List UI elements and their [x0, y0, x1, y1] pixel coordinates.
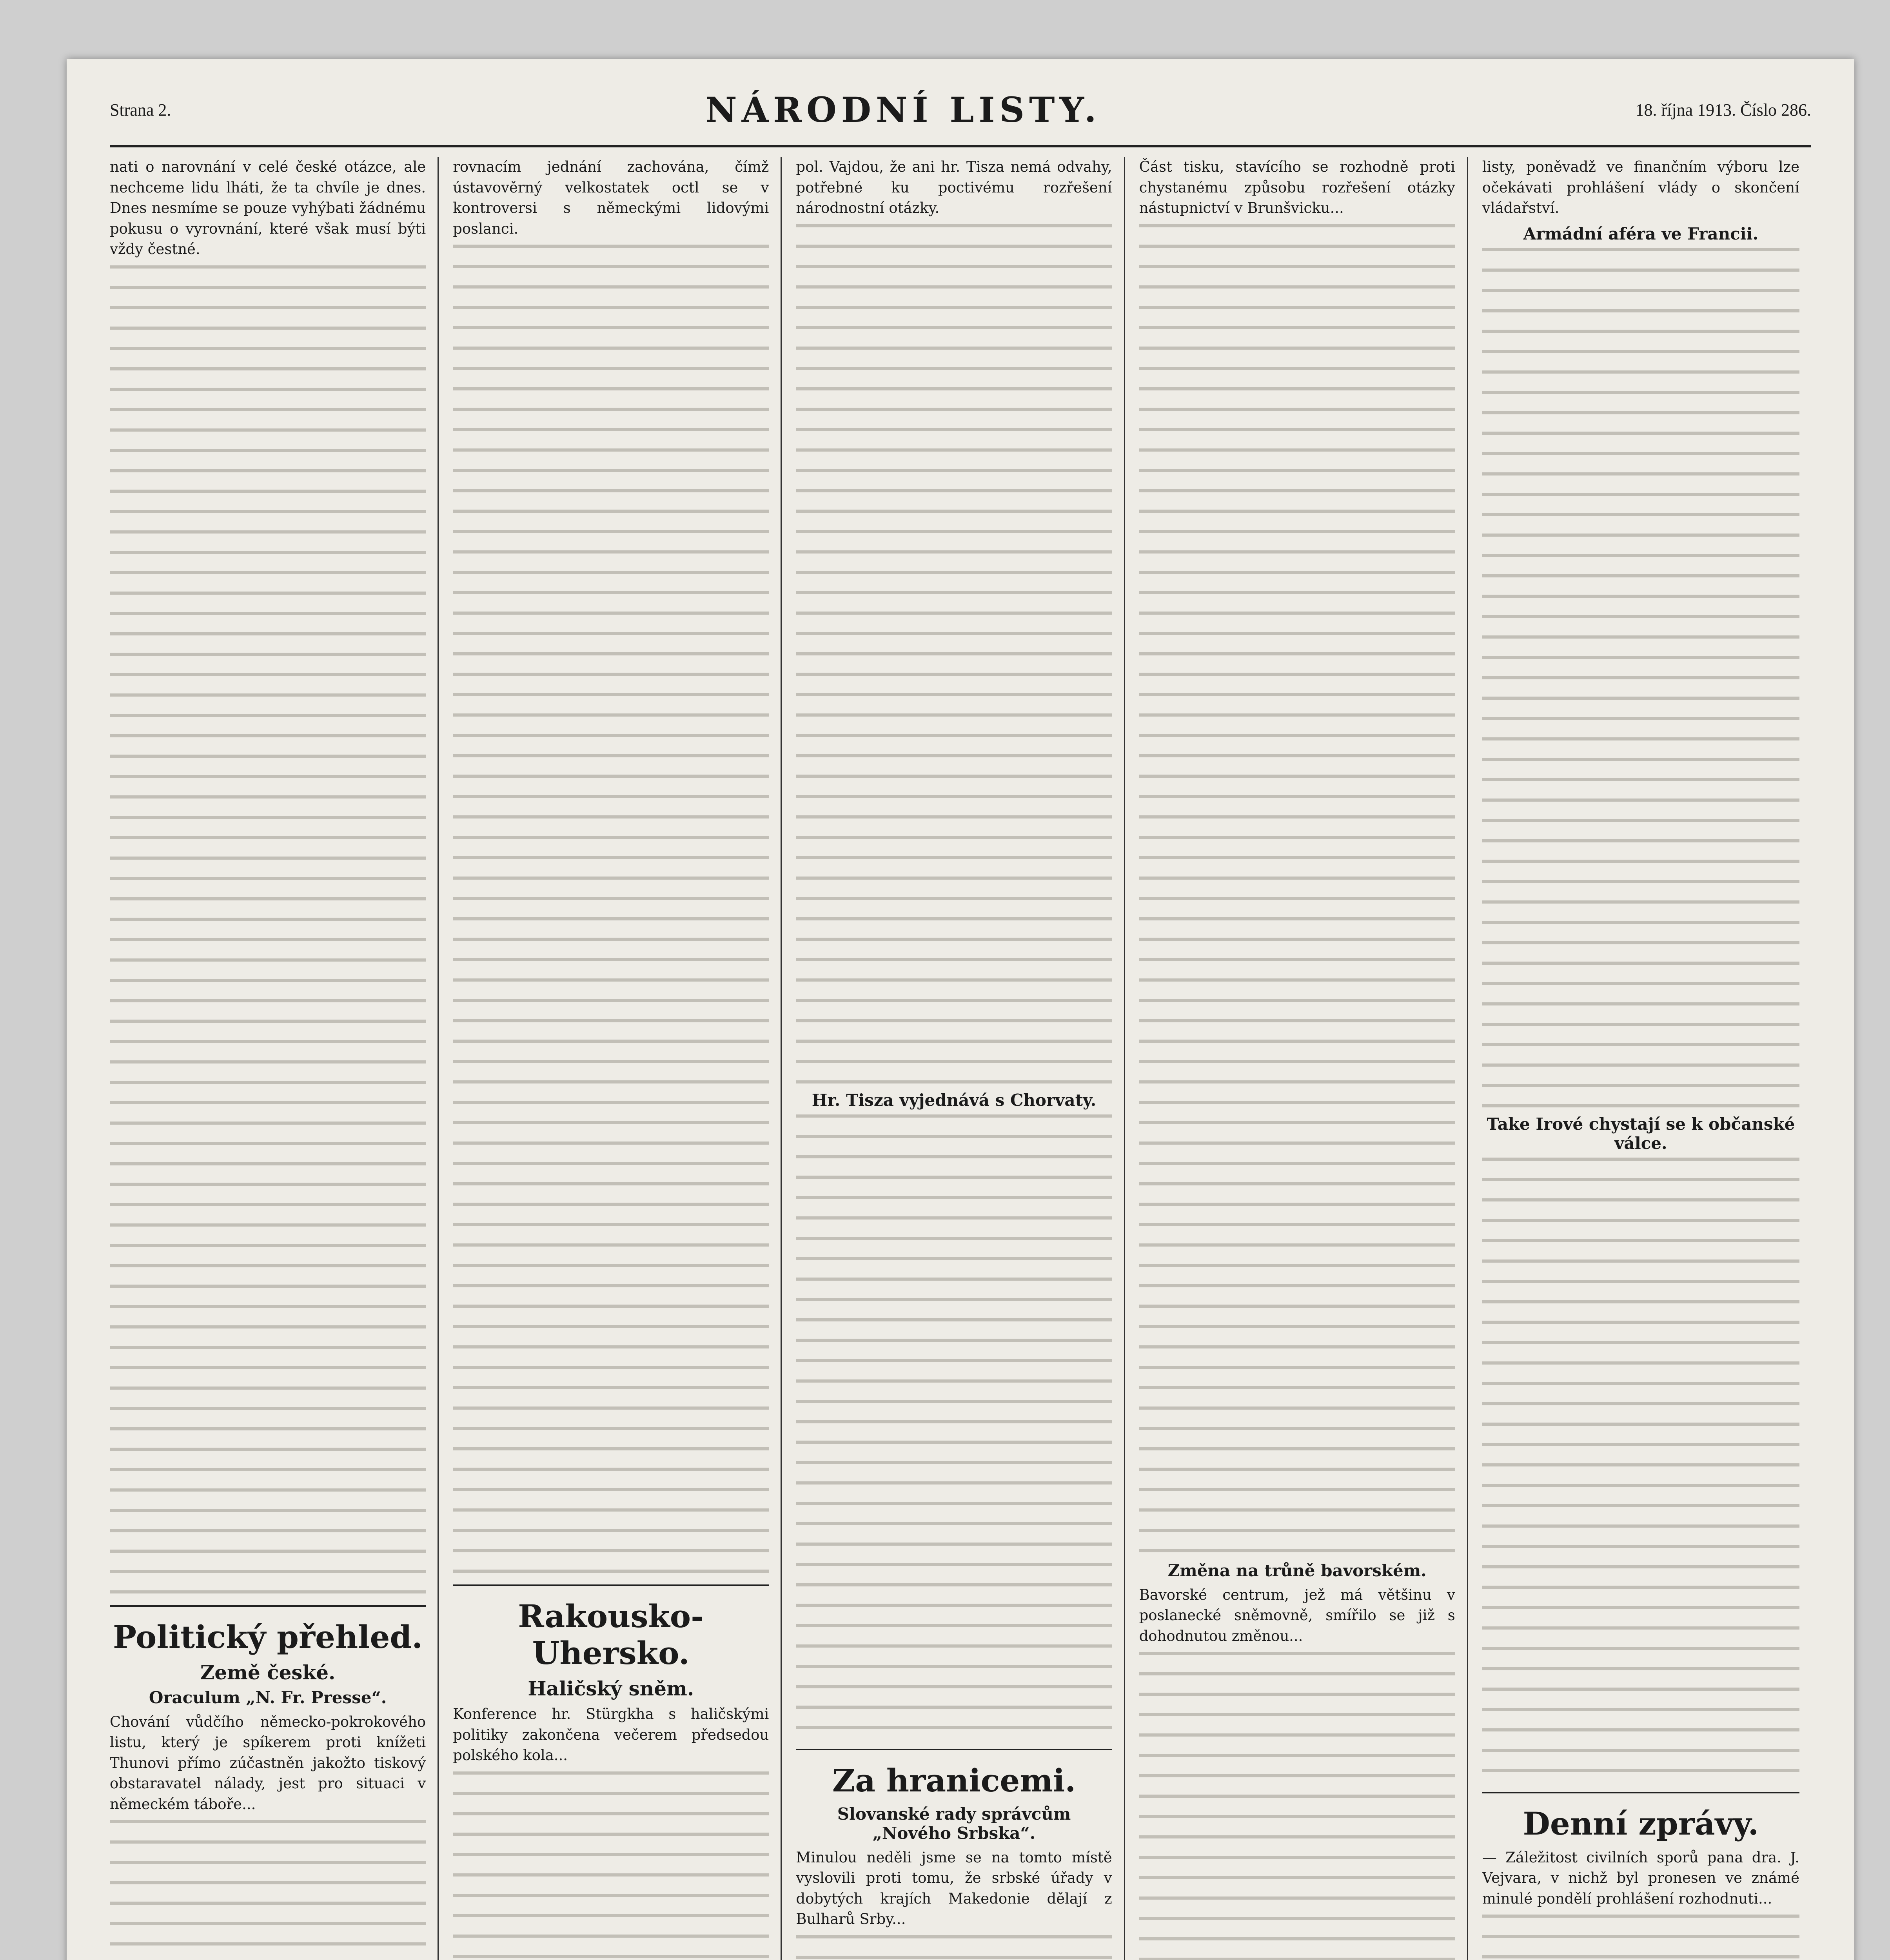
article-body: [110, 1820, 426, 1960]
article-body: [1139, 224, 1455, 1557]
article-body: [796, 224, 1112, 1087]
article-heading: Oraculum „N. Fr. Presse“.: [149, 1688, 387, 1707]
column-2: [453, 157, 782, 1960]
article-text: — Záležitost civilních sporů pana dra. J. Vejvara, v nichž byl pronesen ve známé minulé pondělí prohlášení rozhodnuti...: [1482, 1849, 1799, 1907]
article-body: [1139, 1652, 1455, 1960]
article-body: [796, 1114, 1112, 1742]
column-1: [110, 157, 439, 1960]
article-body: [1482, 1915, 1799, 1960]
article-body: [453, 245, 769, 1577]
article-body: [1482, 1158, 1799, 1785]
article-text: Konference hr. Stürgkha s haličskými politiky zakončena večerem předsedou polského kola...: [453, 1706, 769, 1764]
article-text: Bavorské centrum, jež má většinu v poslanecké sněmovně, smířilo se již s dohodnutou změnou...: [1139, 1586, 1455, 1644]
newspaper-page: [67, 59, 1854, 1960]
article-text: rovnacím jednání zachována, čímž ústavověrný velkostatek octl se v kontroversi s německými lidovými poslanci.: [453, 158, 769, 237]
page-number: Strana 2.: [110, 100, 171, 120]
article-heading: Take Irové chystají se k občanské válce.: [1487, 1114, 1795, 1153]
article-text: pol. Vajdou, že ani hr. Tisza nemá odvahy, potřebné ku poctivému rozřešení národnostní otázky.: [796, 158, 1112, 217]
column-4: [1139, 157, 1468, 1960]
column-5: [1482, 157, 1811, 1960]
article-heading: Slovanské rady správcům „Nového Srbska“.: [837, 1804, 1071, 1843]
article-body: [796, 1935, 1112, 1960]
article-heading: Hr. Tisza vyjednává s Chorvaty.: [812, 1090, 1097, 1110]
section-heading: Rakousko-Uhersko.: [518, 1598, 704, 1672]
divider: [1482, 1792, 1799, 1793]
section-heading: Za hranicemi.: [832, 1762, 1076, 1799]
article-text: listy, poněvadž ve finančním výboru lze očekávati prohlášení vlády o skončení vládařství.: [1482, 158, 1799, 217]
article-body: [110, 265, 426, 1598]
article-text: nati o narovnání v celé české otázce, ale nechceme lidu lháti, že ta chvíle je dnes. Dnes nesmíme se pouze vyhýbati žádnému pokusu o vyrovnání, které však musí býti vždy čestné.: [110, 158, 426, 258]
newspaper-title: NÁRODNÍ LISTY.: [705, 89, 1101, 130]
masthead: [110, 74, 1811, 147]
article-text: Chování vůdčího německo-pokrokového listu, který je spíkerem proti knížeti Thunovi přímo zúčastněn jakožto tiskový obstaravatel nálady, jest pro situaci v německém táboře...: [110, 1713, 426, 1813]
divider: [796, 1749, 1112, 1750]
article-body: [453, 1771, 769, 1960]
column-3: [796, 157, 1125, 1960]
article-columns: [110, 157, 1811, 1960]
issue-date: 18. října 1913. Číslo 286.: [1635, 100, 1811, 120]
divider: [453, 1584, 769, 1586]
divider: [110, 1605, 426, 1607]
subsection-heading: Země české.: [200, 1661, 336, 1684]
article-heading: Změna na trůně bavorském.: [1167, 1561, 1427, 1580]
article-text: Minulou neděli jsme se na tomto místě vyslovili proti tomu, že srbské úřady v dobytých krajích Makedonie dělají z Bulharů Srby...: [796, 1849, 1112, 1928]
article-text: Část tisku, stavícího se rozhodně proti chystanému způsobu rozřešení otázky nástupnictví v Brunšvicku...: [1139, 158, 1455, 217]
article-body: [1482, 248, 1799, 1111]
subsection-heading: Haličský sněm.: [528, 1677, 694, 1700]
section-heading: Politický přehled.: [113, 1618, 423, 1655]
section-heading: Denní zprávy.: [1523, 1805, 1759, 1842]
article-heading: Armádní aféra ve Francii.: [1523, 224, 1759, 243]
